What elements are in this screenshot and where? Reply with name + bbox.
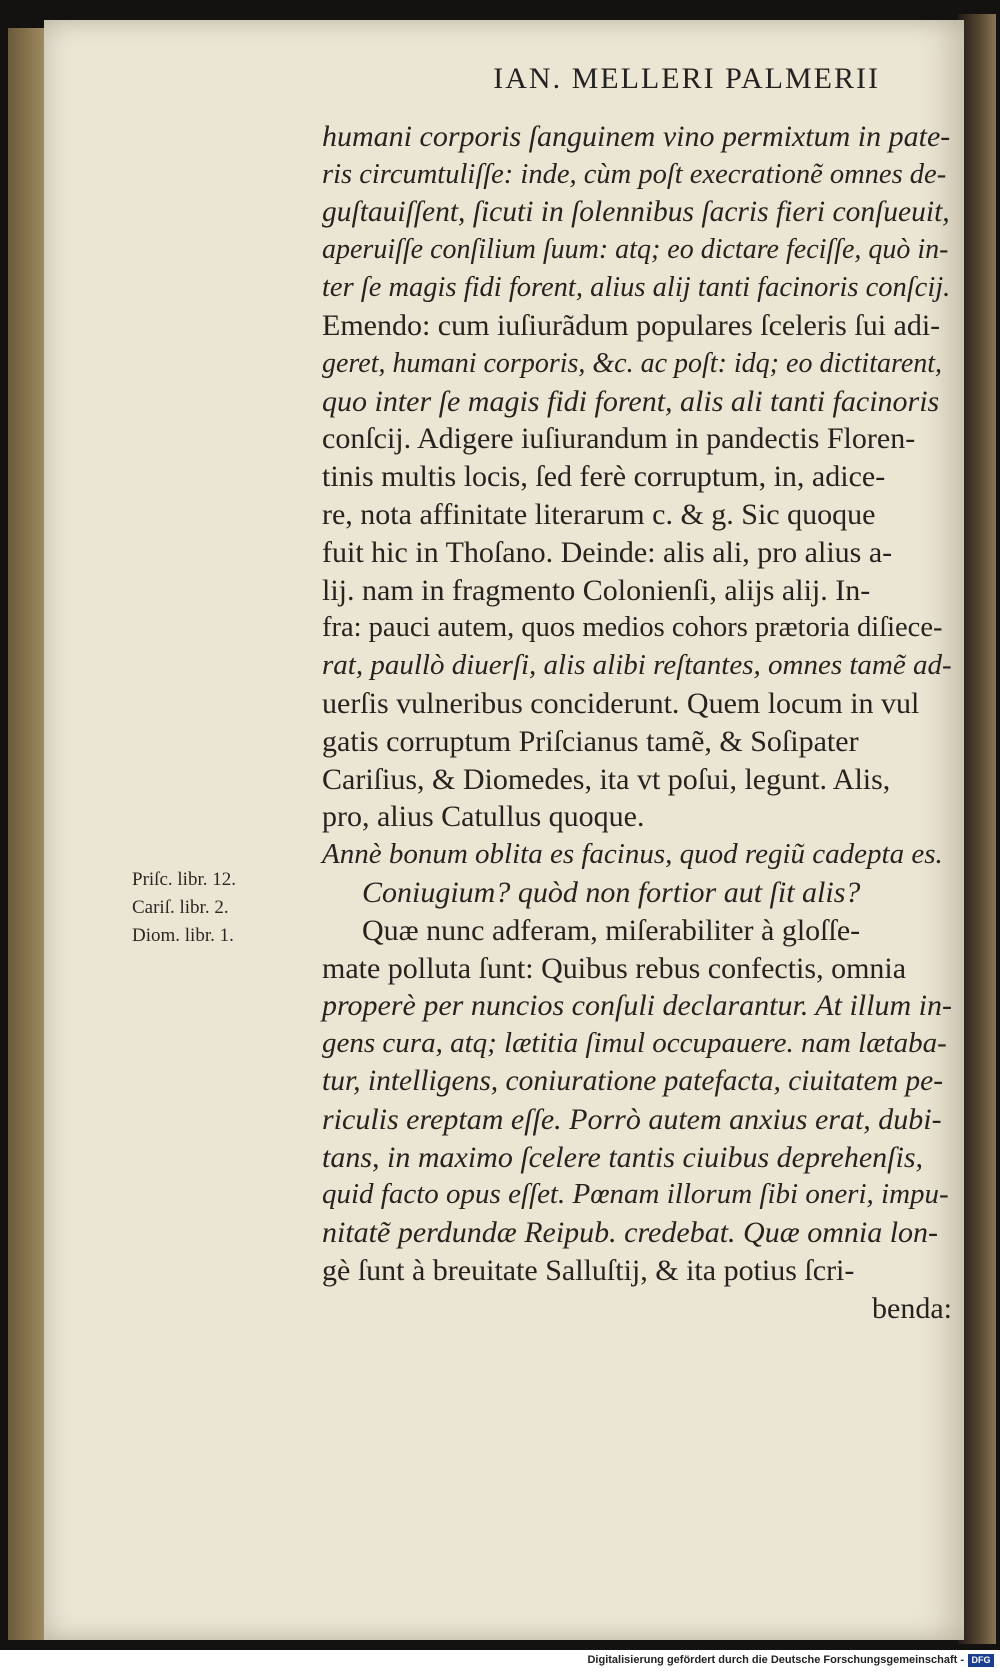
text-line: fra: pauci autem, quos medios cohors prætoria diſiece- [322,612,943,644]
text-line: re, nota affinitate literarum c. & g. Sic quoque [322,497,876,531]
text-line: ter ſe magis fidi forent, alius alij tanti facinoris conſcij. [322,272,951,304]
text-line: tur, intelligens, coniuratione patefacta, ciuitatem pe- [322,1064,944,1097]
text-line: lij. nam in fragmento Colonienſi, aliјs alij. In- [322,573,871,607]
book-page-edges [8,28,48,1640]
text-line: uerſis vulneribus conciderunt. Quem locum in vul [322,686,920,720]
text-line: riculis ereptam eſſe. Porrò autem anxius erat, dubi- [322,1102,942,1136]
text-line: Quæ nunc adferam, miſerabiliter à gloſſe- [362,913,861,947]
text-line: humani corporis ſanguinem vino permixtum in pate- [322,120,951,153]
margin-note: Priſc. libr. 12. [132,869,236,890]
running-head: IAN. MELLERI PALMERII [493,62,880,95]
text-line: pro, alius Catullus quoque. [322,800,645,834]
dfg-logo-badge: DFG [968,1654,994,1667]
margin-note: Cariſ. libr. 2. [132,897,229,918]
text-line: conſcij. Adigere iuſiurandum in pandectis Floren- [322,422,916,456]
text-line: properè per nuncios conſuli declarantur. At illum in- [322,989,952,1023]
text-line: Emendo: cum iuſiurãdum populares ſceleris ſui adi- [322,308,941,342]
text-line: guſtauiſſent, ſicuti in ſolennibus ſacris fieri conſueuit, [322,195,950,228]
margin-notes [132,866,302,950]
text-line: Annè bonum oblita es facinus, quod regiũ cadepta es. [322,838,943,871]
footer-bar [0,1650,1000,1672]
text-line: rat, paullò diuerſi, alis alibi reſtantes, omnes tamẽ ad- [322,649,952,682]
text-line: benda: [872,1291,952,1325]
text-line: ris circumtuliſſe: inde, cùm poſt execrationẽ omnes de- [322,158,947,190]
text-line: mate polluta ſunt: Quibus rebus confectis, omnia [322,951,907,985]
text-line: Cariſius, & Diomedes, ita vt poſui, legunt. Alis, [322,762,891,796]
text-line: tans, in maximo ſcelere tantis ciuibus deprehenſis, [322,1140,924,1174]
funding-credit: Digitalisierung gefördert durch die Deutsche Forschungsgemeinschaft - [587,1654,964,1666]
text-line: gatis corruptum Priſcianus tamẽ, & Soſipater [322,724,859,758]
text-line: quo inter ſe magis fidi forent, alis ali tanti facinoris [322,384,940,418]
text-line: geret, humani corporis, &c. ac poſt: idq; eo dictitarent, [322,347,943,379]
text-line: fuit hic in Thoſano. Deinde: alis ali, pro alius a- [322,535,893,569]
text-line: tinis multis locis, ſed ferè corruptum, in, adice- [322,460,886,494]
main-text-block [322,118,952,1328]
text-line: nitatẽ perdundæ Reipub. credebat. Quæ omnia lon- [322,1216,939,1250]
text-line: aperuiſſe conſilium ſuum: atq; eo dictare feciſſe, quò in- [322,234,949,266]
text-line: gens cura, atq; lætitia ſimul occupauere. nam lætaba- [322,1027,947,1060]
text-line: gè ſunt à breuitate Salluſtij, & ita potius ſcri- [322,1253,855,1287]
text-line: Coniugium? quòd non fortior aut ſit alis? [362,875,861,909]
text-line: quid facto opus eſſet. Pœnam illorum ſibi oneri, impu- [322,1178,949,1211]
margin-note: Diom. libr. 1. [132,925,234,946]
